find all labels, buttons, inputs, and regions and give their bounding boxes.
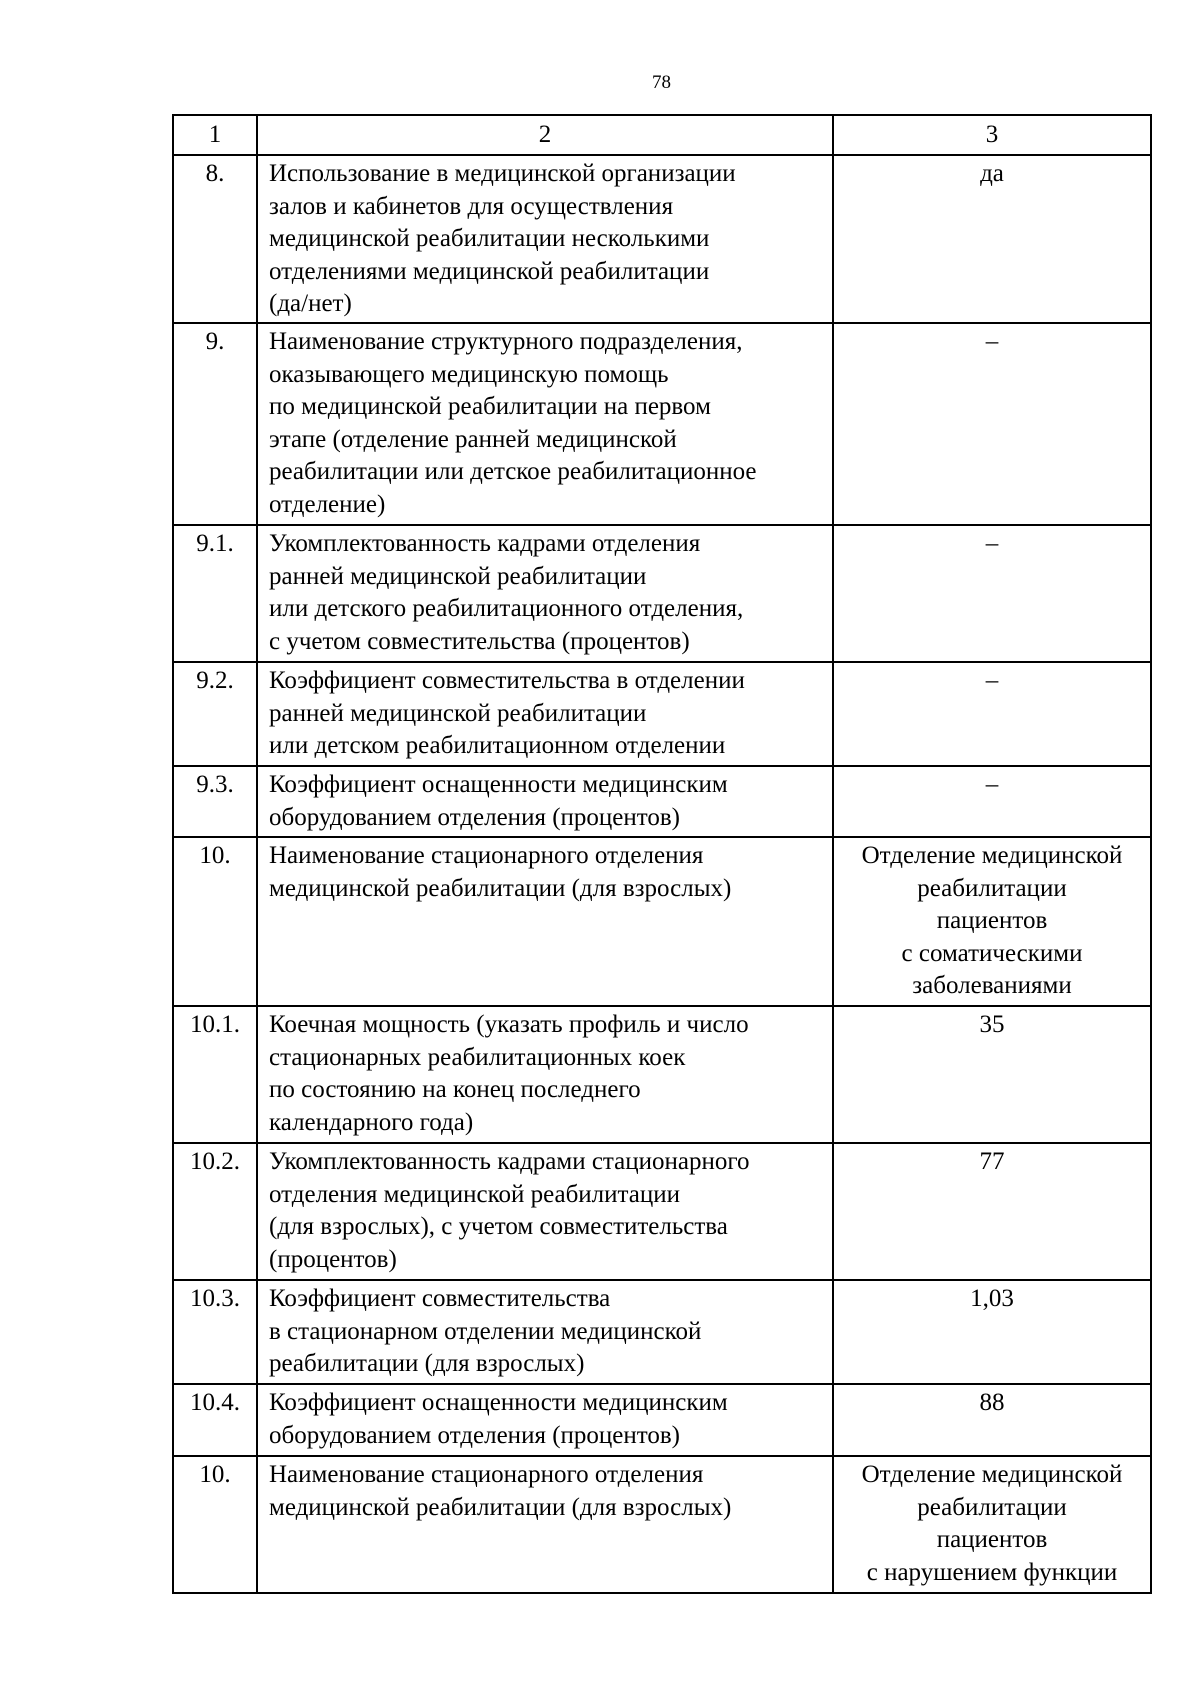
table-row	[173, 155, 1151, 323]
row-description: Наименование стационарного отделения медицинской реабилитации (для взрослых)	[257, 1456, 833, 1593]
row-value: –	[833, 662, 1151, 766]
row-description: Укомплектованность кадрами стационарного отделения медицинской реабилитации (для взрослых), с учетом совместительства (процентов)	[257, 1143, 833, 1280]
row-number: 10.	[173, 837, 257, 1006]
column-header: 1	[173, 115, 257, 155]
row-number: 10.1.	[173, 1006, 257, 1143]
table-row	[173, 323, 1151, 525]
row-description: Коечная мощность (указать профиль и число стационарных реабилитационных коек по состоянию на конец последнего календарного года)	[257, 1006, 833, 1143]
row-number: 9.2.	[173, 662, 257, 766]
table-row	[173, 1280, 1151, 1384]
row-number: 9.1.	[173, 525, 257, 662]
table-row	[173, 766, 1151, 837]
table-row	[173, 1143, 1151, 1280]
row-value: –	[833, 525, 1151, 662]
row-number: 10.	[173, 1456, 257, 1593]
row-description: Наименование структурного подразделения, оказывающего медицинскую помощь по медицинской реабилитации на первом этапе (отделение ранней медицинской реабилитации или детское реабилитационное отделение)	[257, 323, 833, 525]
table-header-row	[173, 115, 1151, 155]
row-value: –	[833, 766, 1151, 837]
table-row	[173, 1006, 1151, 1143]
table-row	[173, 525, 1151, 662]
page-number: 78	[652, 72, 671, 93]
row-value: Отделение медицинской реабилитации пациентов с соматическими заболеваниями	[833, 837, 1151, 1006]
row-number: 8.	[173, 155, 257, 323]
row-description: Использование в медицинской организации залов и кабинетов для осуществления медицинской реабилитации несколькими отделениями медицинской реабилитации (да/нет)	[257, 155, 833, 323]
row-value: 77	[833, 1143, 1151, 1280]
row-number: 9.	[173, 323, 257, 525]
row-value: да	[833, 155, 1151, 323]
row-value: 88	[833, 1384, 1151, 1456]
row-description: Коэффициент совместительства в отделении ранней медицинской реабилитации или детском реабилитационном отделении	[257, 662, 833, 766]
table-row	[173, 1456, 1151, 1593]
column-header: 3	[833, 115, 1151, 155]
row-number: 10.2.	[173, 1143, 257, 1280]
table-row	[173, 1384, 1151, 1456]
row-value: 35	[833, 1006, 1151, 1143]
table-row	[173, 662, 1151, 766]
data-table	[172, 114, 1152, 1594]
row-description: Коэффициент оснащенности медицинским оборудованием отделения (процентов)	[257, 1384, 833, 1456]
row-description: Укомплектованность кадрами отделения ранней медицинской реабилитации или детского реабилитационного отделения, с учетом совместительства (процентов)	[257, 525, 833, 662]
row-number: 10.3.	[173, 1280, 257, 1384]
row-value: Отделение медицинской реабилитации пациентов с нарушением функции	[833, 1456, 1151, 1593]
table-row	[173, 837, 1151, 1006]
row-description: Коэффициент оснащенности медицинским оборудованием отделения (процентов)	[257, 766, 833, 837]
row-number: 9.3.	[173, 766, 257, 837]
row-value: 1,03	[833, 1280, 1151, 1384]
row-number: 10.4.	[173, 1384, 257, 1456]
row-value: –	[833, 323, 1151, 525]
column-header: 2	[257, 115, 833, 155]
row-description: Наименование стационарного отделения медицинской реабилитации (для взрослых)	[257, 837, 833, 1006]
row-description: Коэффициент совместительства в стационарном отделении медицинской реабилитации (для взрослых)	[257, 1280, 833, 1384]
